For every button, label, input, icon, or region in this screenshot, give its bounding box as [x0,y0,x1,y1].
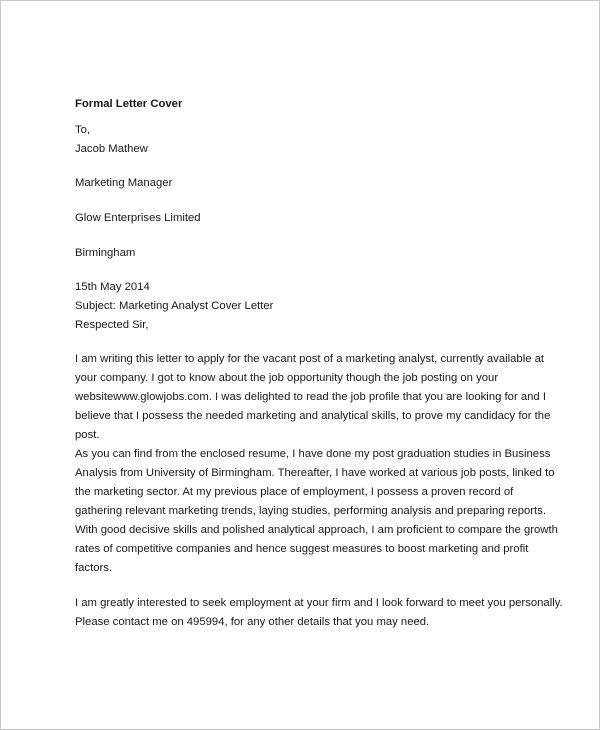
body-line: believe that I possess the needed marketing and analytical skills, to prove my candidacy for the [75,410,551,422]
body-line: your company. I got to know about the job opportunity though the job posting on your [75,372,499,384]
body-line: post. [75,429,100,441]
recipient-name: Jacob Mathew [75,143,148,155]
greeting: Respected Sir, [75,319,149,331]
body-line: gathering relevant marketing trends, laying studies, performing analysis and preparing reports. [75,505,546,517]
recipient-position: Marketing Manager [75,177,173,189]
letter-date: 15th May 2014 [75,281,150,293]
closing-line: I am greatly interested to seek employment at your firm and I look forward to meet you personally. [75,597,563,609]
body-line: factors. [75,562,113,574]
body-line: the marketing sector. At my previous place of employment, I possess a proven record of [75,486,514,498]
body-line: As you can find from the enclosed resume, I have done my post graduation studies in Business [75,448,551,460]
salutation-to: To, [75,124,91,136]
city: Birmingham [75,247,136,259]
body-line: rates of competitive companies and hence suggest measures to boost marketing and profit [75,543,529,555]
body-line: websitewww.glowjobs.com. I was delighted to read the job profile that you are looking for and I [75,391,546,403]
company-name: Glow Enterprises Limited [75,212,201,224]
letter-subject: Subject: Marketing Analyst Cover Letter [75,300,274,312]
body-line: I am writing this letter to apply for the vacant post of a marketing analyst, currently available at [75,353,545,365]
closing-line: Please contact me on 495994, for any other details that you may need. [75,616,430,628]
letter-title: Formal Letter Cover [75,98,183,110]
body-line: Analysis from University of Birmingham. Thereafter, I have worked at various job posts, linked to [75,467,555,479]
body-line: With good decisive skills and polished analytical approach, I am proficient to compare the growth [75,524,558,536]
